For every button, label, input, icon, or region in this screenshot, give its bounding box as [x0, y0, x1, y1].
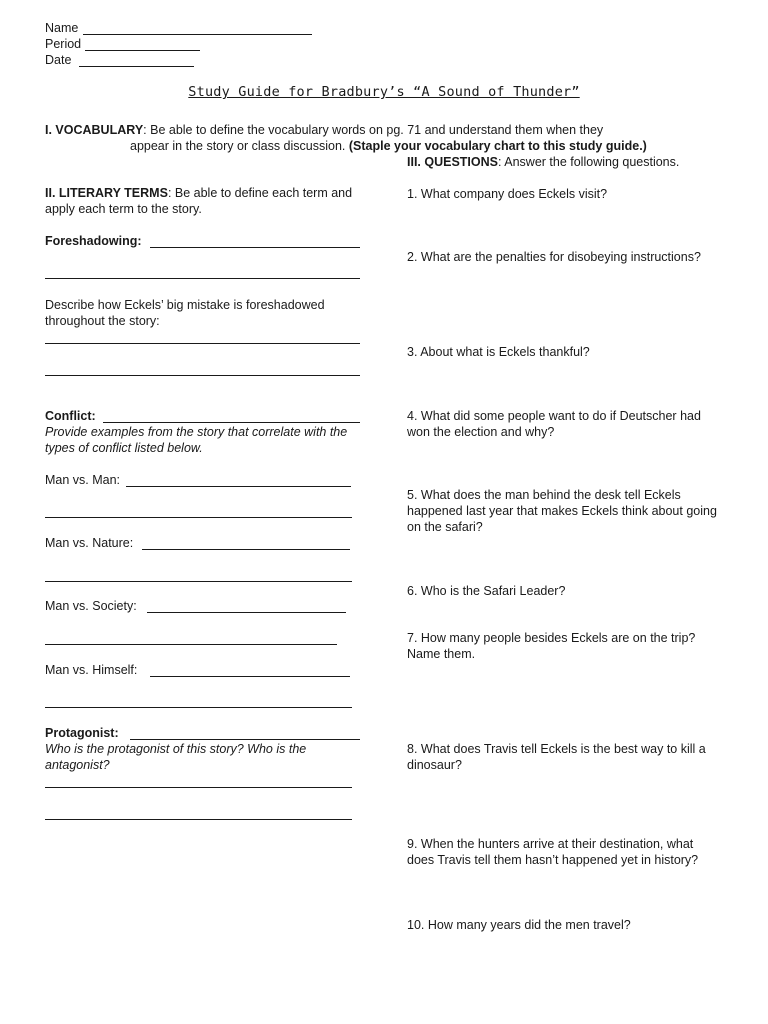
man-vs-nature-label: Man vs. Nature: [45, 536, 134, 550]
literary-terms-heading: II. LITERARY TERMS [45, 186, 168, 200]
man-vs-nature-line-1[interactable] [142, 549, 350, 550]
literary-terms-intro [45, 185, 375, 217]
question-2: 2. What are the penalties for disobeying instructions? [407, 250, 701, 264]
question-6: 6. Who is the Safari Leader? [407, 584, 566, 598]
question-1: 1. What company does Eckels visit? [407, 187, 608, 201]
page-title: Study Guide for Bradbury’s “A Sound of Thunder” [188, 84, 580, 100]
man-vs-himself-line-2[interactable] [45, 707, 352, 708]
question-5: 5. What does the man behind the desk tell Eckels happened last year that makes Eckels think about going on the safari? [407, 488, 717, 534]
foreshadowing-line-2[interactable] [45, 278, 360, 279]
man-vs-himself-line-1[interactable] [150, 676, 350, 677]
conflict-label: Conflict: [45, 409, 96, 423]
date-label: Date [45, 53, 72, 67]
question-10: 10. How many years did the men travel? [407, 918, 631, 932]
protagonist-label: Protagonist: [45, 726, 119, 740]
foreshadowing-label: Foreshadowing: [45, 234, 142, 248]
man-vs-man-label: Man vs. Man: [45, 473, 121, 487]
foreshadowing-prompt: Describe how Eckels’ big mistake is foreshadowed throughout the story: [45, 298, 325, 328]
man-vs-society-label: Man vs. Society: [45, 599, 137, 613]
man-vs-man-line-1[interactable] [126, 486, 351, 487]
protagonist-prompt: Who is the protagonist of this story? Who is the antagonist? [45, 742, 307, 772]
name-label: Name [45, 21, 79, 35]
vocabulary-paragraph-line2 [130, 138, 647, 154]
man-vs-nature-line-2[interactable] [45, 581, 352, 582]
vocabulary-staple-note: (Staple your vocabulary chart to this study guide.) [348, 139, 647, 153]
man-vs-man-line-2[interactable] [45, 517, 352, 518]
period-label: Period [45, 37, 82, 51]
question-4: 4. What did some people want to do if Deutscher had won the election and why? [407, 409, 701, 439]
conflict-prompt: Provide examples from the story that correlate with the types of conflict listed below. [45, 425, 348, 455]
man-vs-society-line-2[interactable] [45, 644, 337, 645]
foreshadowing-definition-line[interactable] [150, 247, 360, 248]
man-vs-himself-label: Man vs. Himself: [45, 663, 138, 677]
vocabulary-text: : Be able to define the vocabulary words on pg. 71 and understand them when they [143, 123, 604, 137]
protagonist-answer-line-1[interactable] [45, 787, 352, 788]
question-9: 9. When the hunters arrive at their destination, what does Travis tell them hasn’t happened yet in history? [407, 837, 699, 867]
vocabulary-heading: I. VOCABULARY [45, 123, 144, 137]
question-7: 7. How many people besides Eckels are on the trip? Name them. [407, 631, 696, 661]
foreshadowing-answer-line-1[interactable] [45, 343, 360, 344]
question-3: 3. About what is Eckels thankful? [407, 345, 590, 359]
conflict-definition-line[interactable] [103, 422, 360, 423]
foreshadowing-answer-line-2[interactable] [45, 375, 360, 376]
period-blank-line[interactable] [85, 50, 200, 51]
questions-heading-row [407, 154, 679, 170]
date-blank-line[interactable] [79, 66, 194, 67]
vocabulary-text-2: appear in the story or class discussion. [130, 139, 349, 153]
man-vs-society-line-1[interactable] [147, 612, 346, 613]
protagonist-answer-line-2[interactable] [45, 819, 352, 820]
protagonist-definition-line[interactable] [130, 739, 360, 740]
questions-heading: III. QUESTIONS [407, 155, 498, 169]
name-blank-line[interactable] [83, 34, 312, 35]
questions-intro: : Answer the following questions. [498, 155, 680, 169]
literary-terms-intro-text: : Be able to define each term and apply each term to the story. [45, 186, 353, 216]
question-8: 8. What does Travis tell Eckels is the best way to kill a dinosaur? [407, 742, 706, 772]
vocabulary-paragraph [45, 122, 603, 138]
